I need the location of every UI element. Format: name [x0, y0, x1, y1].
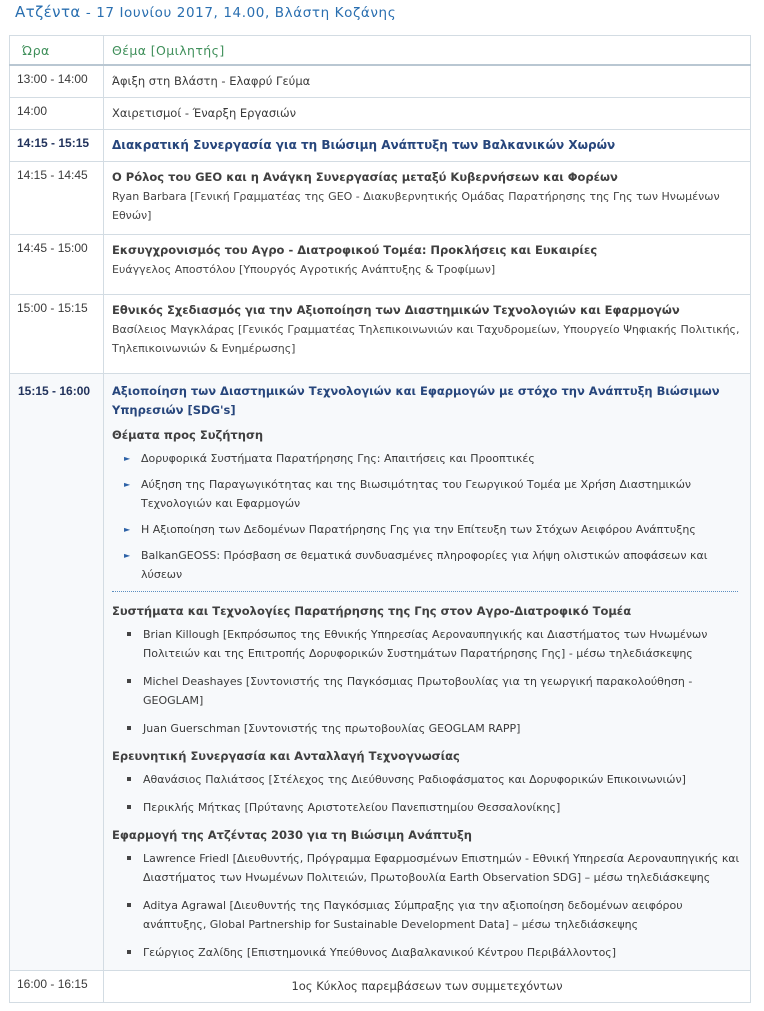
row-time: 13:00 - 14:00 — [10, 65, 104, 98]
triangle-bullet-icon: ► — [124, 454, 131, 463]
row-topic: 1ος Κύκλος παρεμβάσεων των συμμετεχόντων — [104, 971, 751, 1003]
list-item — [126, 849, 742, 887]
row-time: 16:00 - 16:15 — [10, 971, 104, 1003]
list-item — [126, 625, 742, 663]
list-item — [126, 770, 742, 789]
table-row — [10, 971, 751, 1003]
table-row — [10, 295, 751, 374]
list-item — [126, 719, 742, 738]
row-time: 14:45 - 15:00 — [10, 235, 104, 295]
square-bullet-icon — [127, 679, 131, 683]
topic-text: Δορυφορικά Συστήματα Παρατήρησης Γης: Απαιτήσεις και Προοπτικές — [141, 452, 535, 465]
row-topic — [104, 295, 751, 374]
list-item — [124, 546, 742, 584]
column-header-topic: Θέμα [Ομιλητής] — [104, 36, 751, 66]
discussion-topics — [112, 449, 742, 584]
dotted-divider — [112, 591, 738, 592]
list-item — [126, 896, 742, 934]
row-time: 15:15 - 16:00 — [10, 374, 104, 971]
speaker-text: Περικλής Μήτκας [Πρύτανης Αριστοτελείου Πανεπιστημίου Θεσσαλονίκης] — [143, 801, 561, 814]
speaker: Βασίλειος Μαγκλάρας [Γενικός Γραμματέας Τηλεπικοινωνιών και Ταχυδρομείων, Υπουργείο Ψηφιακής Πολιτικής, Τηλεπικοινωνιών & Ενημέρωσης] — [112, 323, 740, 355]
speaker: Ευάγγελος Αποστόλου [Υπουργός Αγροτικής Ανάπτυξης & Τροφίμων] — [112, 263, 496, 276]
talk-title: Ο Ρόλος του GEO και η Ανάγκη Συνεργασίας μεταξύ Κυβερνήσεων και Φορέων — [112, 170, 618, 184]
table-row-main-session — [10, 374, 751, 971]
speaker-text: Lawrence Friedl [Διευθυντής, Πρόγραμμα Εφαρμοσμένων Επιστημών - Εθνική Υπηρεσία Αεροναυπηγικής και Διαστήματος των Ηνωμένων Πολιτειών, Πρωτοβουλία Earth Observation SDG] – μέσω τηλεδιάσκεψης — [143, 852, 740, 884]
square-bullet-icon — [127, 856, 131, 860]
table-row — [10, 65, 751, 98]
group-heading: Ερευνητική Συνεργασία και Ανταλλαγή Τεχνογνωσίας — [112, 749, 460, 763]
speaker-text: Michel Deashayes [Συντονιστής της Παγκόσμιας Πρωτοβουλίας για τη γεωργική παρακολούθηση - GEOGLAM] — [143, 675, 693, 707]
square-bullet-icon — [127, 805, 131, 809]
row-topic: Άφιξη στη Βλάστη - Ελαφρύ Γεύμα — [104, 65, 751, 98]
list-item — [126, 798, 742, 817]
row-topic — [104, 235, 751, 295]
list-item — [124, 475, 742, 513]
list-item — [124, 520, 742, 539]
square-bullet-icon — [127, 726, 131, 730]
row-time: 14:00 — [10, 98, 104, 130]
square-bullet-icon — [127, 903, 131, 907]
agenda-title — [15, 3, 396, 21]
list-item — [126, 943, 742, 962]
speaker-text: Γεώργιος Ζαλίδης [Επιστημονικά Υπεύθυνος Διαβαλκανικού Κέντρου Περιβάλλοντος] — [143, 946, 617, 959]
topic-text: Αύξηση της Παραγωγικότητας και της Βιωσιμότητας του Γεωργικού Τομέα με Χρήση Διαστημικών Τεχνολογιών και Εφαρμογών — [141, 478, 692, 510]
talk-title: Εθνικός Σχεδιασμός για την Αξιοποίηση των Διαστημικών Τεχνολογιών και Εφαρμογών — [112, 303, 680, 317]
agenda-table — [9, 35, 751, 1003]
discussion-heading: Θέματα προς Συζήτηση — [112, 428, 264, 442]
triangle-bullet-icon: ► — [124, 551, 131, 560]
column-header-time: Ώρα — [10, 36, 104, 66]
square-bullet-icon — [127, 950, 131, 954]
row-time: 14:15 - 15:15 — [10, 130, 104, 162]
row-time: 15:00 - 15:15 — [10, 295, 104, 374]
speaker-text: Aditya Agrawal [Διευθυντής της Παγκόσμιας Σύμπραξης για την αξιοποίηση δεδομένων αειφόρου ανάπτυξης, Global Partnership for Sustainable Development Data] – μέσω τηλεδιάσκεψης — [143, 899, 683, 931]
triangle-bullet-icon: ► — [124, 480, 131, 489]
speaker-text: Brian Killough [Εκπρόσωπος της Εθνικής Υπηρεσίας Αεροναυπηγικής και Διαστήματος των Ηνωμένων Πολιτειών και της Επιτροπής Δορυφορικών Συστημάτων Παρατήρησης Γης] - μέσω τηλεδιάσκεψης — [143, 628, 708, 660]
session-title: Αξιοποίηση των Διαστημικών Τεχνολογιών και Εφαρμογών με στόχο την Ανάπτυξη Βιώσιμων Υπηρεσιών [SDG's] — [112, 384, 720, 417]
group-heading: Συστήματα και Τεχνολογίες Παρατήρησης της Γης στον Αγρο-Διατροφικό Τομέα — [112, 604, 632, 618]
list-item — [124, 449, 742, 468]
talk-title: Εκσυγχρονισμός του Αγρο - Διατροφικού Τομέα: Προκλήσεις και Ευκαιρίες — [112, 243, 598, 257]
speaker-list — [112, 849, 742, 962]
topic-text: BalkanGEOSS: Πρόσβαση σε θεματικά συνδυασμένες πληροφορίες για λήψη ολιστικών αποφάσεων και λύσεων — [141, 549, 708, 581]
square-bullet-icon — [127, 777, 131, 781]
row-topic: Διακρατική Συνεργασία για τη Βιώσιμη Ανάπτυξη των Βαλκανικών Χωρών — [104, 130, 751, 162]
row-topic — [104, 374, 751, 971]
row-time: 14:15 - 14:45 — [10, 162, 104, 235]
agenda-title-label: Ατζέντα — [15, 3, 81, 21]
square-bullet-icon — [127, 632, 131, 636]
speaker: Ryan Barbara [Γενική Γραμματέας της GEO - Διακυβερνητικής Ομάδας Παρατήρησης της Γης των Ηνωμένων Εθνών] — [112, 190, 720, 222]
topic-text: Η Αξιοποίηση των Δεδομένων Παρατήρησης Γης για την Επίτευξη των Στόχων Αειφόρου Ανάπτυξης — [141, 523, 696, 536]
speaker-text: Juan Guerschman [Συντονιστής της πρωτοβουλίας GEOGLAM RAPP] — [143, 722, 521, 735]
group-heading: Εφαρμογή της Ατζέντας 2030 για τη Βιώσιμη Ανάπτυξη — [112, 828, 472, 842]
table-row — [10, 98, 751, 130]
agenda-date: - 17 Ιουνίου 2017, 14.00, Βλάστη Κοζάνης — [85, 5, 397, 21]
row-topic — [104, 162, 751, 235]
speaker-list — [112, 625, 742, 738]
speaker-text: Αθανάσιος Παλιάτσος [Στέλεχος της Διεύθυνσης Ραδιοφάσματος και Δορυφορικών Επικοινωνιών] — [143, 773, 686, 786]
table-row — [10, 162, 751, 235]
triangle-bullet-icon: ► — [124, 525, 131, 534]
table-row-session-header — [10, 130, 751, 162]
table-header-row — [10, 36, 751, 66]
list-item — [126, 672, 742, 710]
speaker-list — [112, 770, 742, 817]
row-topic: Χαιρετισμοί - Έναρξη Εργασιών — [104, 98, 751, 130]
table-row — [10, 235, 751, 295]
